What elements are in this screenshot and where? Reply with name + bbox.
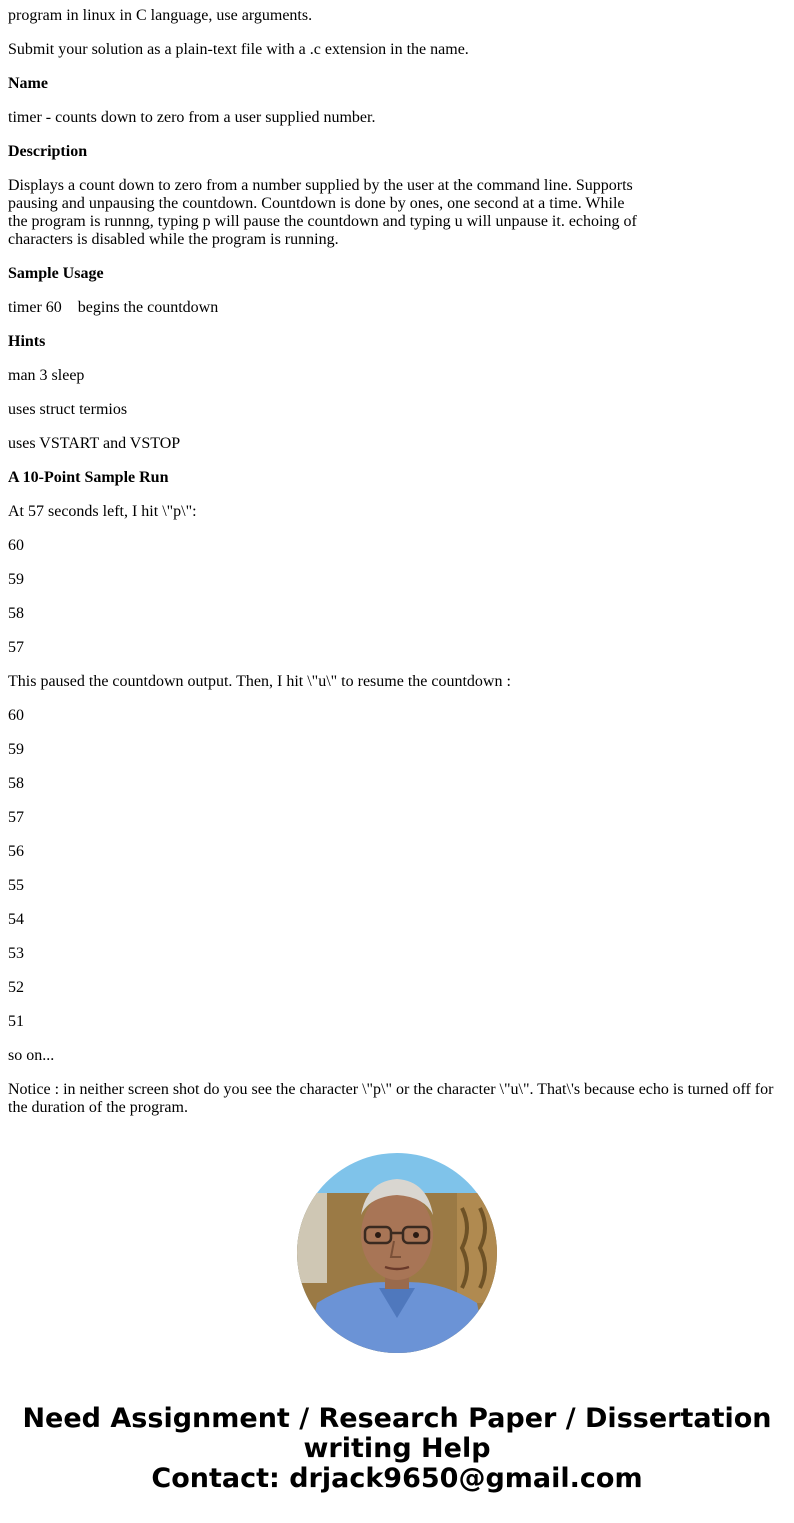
count-line: 57 <box>8 639 24 656</box>
promo-banner <box>0 1404 794 1494</box>
sample-usage-text: timer 60 begins the countdown <box>8 299 219 316</box>
count-line: 56 <box>8 843 24 860</box>
hint-item: uses VSTART and VSTOP <box>8 435 181 452</box>
author-avatar-image <box>297 1153 497 1353</box>
count-line: 58 <box>8 605 24 622</box>
intro-line-1: program in linux in C language, use arguments. <box>8 7 313 24</box>
count-line: 60 <box>8 537 24 554</box>
count-line: 58 <box>8 775 24 792</box>
count-line: 60 <box>8 707 24 724</box>
pause-intro: At 57 seconds left, I hit \"p\": <box>8 503 197 520</box>
count-line: 51 <box>8 1013 24 1030</box>
name-heading: Name <box>8 75 48 92</box>
count-line: 54 <box>8 911 24 928</box>
description-heading: Description <box>8 143 88 160</box>
resume-intro: This paused the countdown output. Then, I hit \"u\" to resume the countdown : <box>8 673 511 690</box>
description-text: Displays a count down to zero from a number supplied by the user at the command line. Supports pausing and unpausing the countdown. Countdown is done by ones, one second at a time. While the program is runnng, typing p will pause the countdown and typing u will unpause it. echoing of characters is disabled while the program is running. <box>8 177 637 248</box>
author-avatar <box>297 1153 497 1353</box>
promo-line-2: writing Help <box>303 1433 491 1464</box>
count-line: 57 <box>8 809 24 826</box>
count-line: 59 <box>8 571 24 588</box>
sample-run-heading: A 10-Point Sample Run <box>8 469 169 486</box>
count-line: 55 <box>8 877 24 894</box>
name-text: timer - counts down to zero from a user supplied number. <box>8 109 376 126</box>
intro-line-2: Submit your solution as a plain-text file with a .c extension in the name. <box>8 41 469 58</box>
promo-line-1: Need Assignment / Research Paper / Dissertation <box>22 1403 772 1434</box>
hint-item: uses struct termios <box>8 401 128 418</box>
count-line: 52 <box>8 979 24 996</box>
count-line: 53 <box>8 945 24 962</box>
notice-text: Notice : in neither screen shot do you see the character \"p\" or the character \"u\". That\'s because echo is turned off for the duration of the program. <box>8 1081 774 1116</box>
so-on-text: so on... <box>8 1047 55 1064</box>
count-line: 59 <box>8 741 24 758</box>
hints-heading: Hints <box>8 333 46 350</box>
promo-contact: Contact: drjack9650@gmail.com <box>151 1463 643 1494</box>
hint-item: man 3 sleep <box>8 367 85 384</box>
sample-usage-heading: Sample Usage <box>8 265 104 282</box>
